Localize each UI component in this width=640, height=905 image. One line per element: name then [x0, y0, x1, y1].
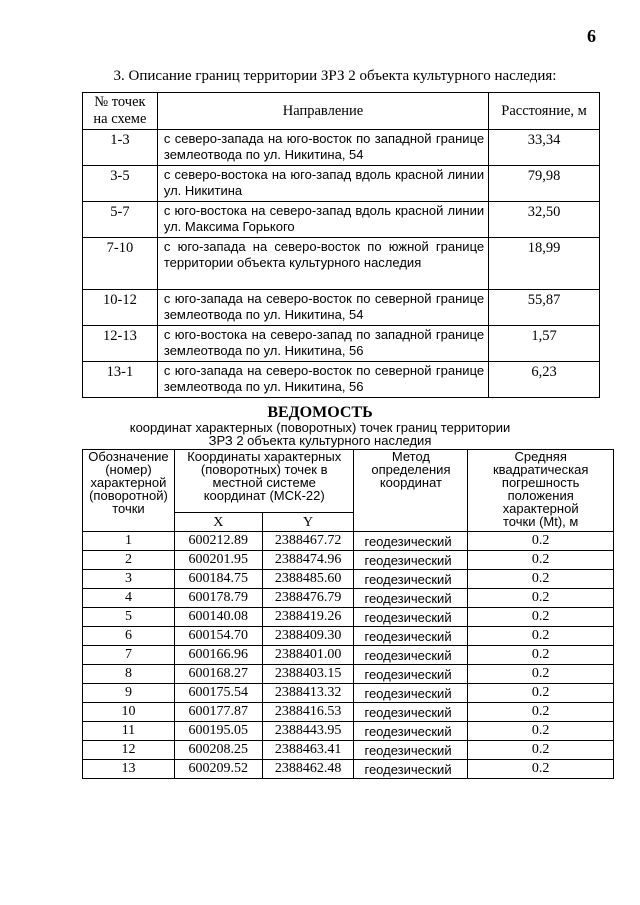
coord-x: 600212.89 [174, 532, 262, 551]
boundary-distance: 6,23 [489, 362, 600, 398]
coords-header-line: координат (МСК-22) [203, 488, 325, 503]
coord-method: геодезический [354, 722, 468, 741]
points-header-line2: на схеме [93, 111, 147, 127]
point-number: 1 [83, 532, 175, 551]
coord-method: геодезический [354, 551, 468, 570]
boundary-row [83, 238, 600, 290]
coordinate-row [83, 760, 614, 779]
vedomost-subtitle-2: ЗРЗ 2 объекта культурного наследия [208, 433, 432, 448]
boundary-direction: с юго-запада на северо-восток по северной границе землеотвода по ул. Никитина, 56 [157, 362, 488, 398]
coordinate-row [83, 703, 614, 722]
coord-y: 2388463.41 [262, 741, 354, 760]
error-header-line: погрешность [501, 475, 580, 490]
coord-x: 600178.79 [174, 589, 262, 608]
coord-x: 600184.75 [174, 570, 262, 589]
coord-method: геодезический [354, 665, 468, 684]
boundary-direction: с северо-запада на юго-восток по западной границе землеотвода по ул. Никитина, 54 [157, 130, 488, 166]
coordinates-header-row [83, 450, 614, 513]
boundary-distance: 1,57 [489, 326, 600, 362]
coordinate-row [83, 722, 614, 741]
error-header-line: характерной [502, 501, 579, 516]
designation-header-line: Обозначение [88, 449, 169, 464]
coord-method: геодезический [354, 589, 468, 608]
coordinate-row [83, 608, 614, 627]
error-header [468, 450, 614, 532]
boundary-points: 12-13 [83, 326, 158, 362]
point-number: 10 [83, 703, 175, 722]
point-number: 9 [83, 684, 175, 703]
coord-error: 0.2 [468, 684, 614, 703]
error-header-line: точки (Mt), м [503, 514, 579, 529]
coordinates-table [82, 449, 614, 779]
boundary-row [83, 326, 600, 362]
method-header [354, 450, 468, 532]
point-number: 5 [83, 608, 175, 627]
designation-header-line: точки [112, 501, 145, 516]
coord-y: 2388409.30 [262, 627, 354, 646]
point-number: 4 [83, 589, 175, 608]
y-header: Y [262, 513, 354, 532]
coord-y: 2388401.00 [262, 646, 354, 665]
x-header: X [174, 513, 262, 532]
coord-x: 600140.08 [174, 608, 262, 627]
coord-y: 2388467.72 [262, 532, 354, 551]
designation-header-line: (поворотной) [89, 488, 168, 503]
designation-header-line: (номер) [105, 462, 152, 477]
error-header-line: Средняя [514, 449, 567, 464]
boundary-row [83, 166, 600, 202]
coord-error: 0.2 [468, 741, 614, 760]
coordinate-row [83, 551, 614, 570]
boundary-distance: 18,99 [489, 238, 600, 290]
point-number: 11 [83, 722, 175, 741]
coord-y: 2388403.15 [262, 665, 354, 684]
boundary-row [83, 290, 600, 326]
coords-header-line: Координаты характерных [187, 449, 342, 464]
coord-error: 0.2 [468, 760, 614, 779]
coord-method: геодезический [354, 760, 468, 779]
vedomost-title: ВЕДОМОСТЬ [267, 404, 373, 421]
boundary-direction: с юго-востока на северо-запад вдоль красной линии ул. Максима Горького [157, 202, 488, 238]
coordinate-row [83, 627, 614, 646]
coordinate-row [83, 646, 614, 665]
coord-error: 0.2 [468, 532, 614, 551]
boundary-row [83, 130, 600, 166]
boundary-distance: 79,98 [489, 166, 600, 202]
coord-error: 0.2 [468, 570, 614, 589]
point-number: 8 [83, 665, 175, 684]
boundary-points: 13-1 [83, 362, 158, 398]
section-title: 3. Описание границ территории ЗРЗ 2 объекта культурного наследия: [113, 68, 557, 84]
boundary-points: 3-5 [83, 166, 158, 202]
coord-error: 0.2 [468, 608, 614, 627]
coord-y: 2388462.48 [262, 760, 354, 779]
coordinate-row [83, 570, 614, 589]
method-header-line: координат [379, 475, 442, 490]
coord-x: 600195.05 [174, 722, 262, 741]
coordinate-row [83, 532, 614, 551]
boundary-distance: 32,50 [489, 202, 600, 238]
coord-error: 0.2 [468, 627, 614, 646]
coord-method: геодезический [354, 532, 468, 551]
vedomost-subtitle-1: координат характерных (поворотных) точек границ территории [129, 420, 511, 435]
coord-y: 2388485.60 [262, 570, 354, 589]
boundary-direction: с северо-востока на юго-запад вдоль красной линии ул. Никитина [157, 166, 488, 202]
coord-method: геодезический [354, 741, 468, 760]
boundary-table-header [83, 93, 600, 130]
boundary-direction: с юго-запада на северо-восток по южной границе территории объекта культурного наследия [157, 238, 488, 290]
boundary-distance: 55,87 [489, 290, 600, 326]
coord-y: 2388476.79 [262, 589, 354, 608]
coord-error: 0.2 [468, 551, 614, 570]
coord-y: 2388419.26 [262, 608, 354, 627]
coord-method: геодезический [354, 608, 468, 627]
coords-header-line: местной системе [212, 475, 316, 490]
point-number: 6 [83, 627, 175, 646]
error-header-line: положения [507, 488, 574, 503]
coordinate-row [83, 741, 614, 760]
boundary-points: 1-3 [83, 130, 158, 166]
coord-method: геодезический [354, 570, 468, 589]
point-number: 12 [83, 741, 175, 760]
point-number: 7 [83, 646, 175, 665]
coord-error: 0.2 [468, 646, 614, 665]
boundary-direction: с юго-запада на северо-восток по северной границе землеотвода по ул. Никитина, 54 [157, 290, 488, 326]
boundary-distance: 33,34 [489, 130, 600, 166]
coord-method: геодезический [354, 646, 468, 665]
coordinate-row [83, 665, 614, 684]
page-number: 6 [587, 26, 596, 46]
method-header-line: Метод [391, 449, 430, 464]
coord-error: 0.2 [468, 665, 614, 684]
designation-header [83, 450, 175, 532]
coord-x: 600168.27 [174, 665, 262, 684]
coord-x: 600208.25 [174, 741, 262, 760]
point-number: 3 [83, 570, 175, 589]
boundary-points: 10-12 [83, 290, 158, 326]
points-header-line1: № точек [94, 94, 146, 110]
coord-error: 0.2 [468, 703, 614, 722]
coordinate-row [83, 589, 614, 608]
coord-method: геодезический [354, 627, 468, 646]
coord-x: 600209.52 [174, 760, 262, 779]
point-number: 2 [83, 551, 175, 570]
boundary-direction: с юго-востока на северо-запад по западной границе землеотвода по ул. Никитина, 56 [157, 326, 488, 362]
coords-header [174, 450, 354, 513]
coord-y: 2388474.96 [262, 551, 354, 570]
points-header [83, 93, 158, 130]
coord-x: 600175.54 [174, 684, 262, 703]
coord-y: 2388416.53 [262, 703, 354, 722]
boundary-table [82, 92, 600, 398]
designation-header-line: характерной [90, 475, 167, 490]
coord-y: 2388443.95 [262, 722, 354, 741]
boundary-points: 7-10 [83, 238, 158, 290]
coord-x: 600201.95 [174, 551, 262, 570]
coord-x: 600177.87 [174, 703, 262, 722]
method-header-line: определения [371, 462, 451, 477]
distance-header: Расстояние, м [489, 93, 600, 130]
coord-y: 2388413.32 [262, 684, 354, 703]
coord-error: 0.2 [468, 589, 614, 608]
boundary-points: 5-7 [83, 202, 158, 238]
coords-header-line: (поворотных) точек в [200, 462, 328, 477]
point-number: 13 [83, 760, 175, 779]
boundary-row [83, 202, 600, 238]
error-header-line: квадратическая [492, 462, 589, 477]
coord-x: 600154.70 [174, 627, 262, 646]
coord-method: геодезический [354, 684, 468, 703]
coord-x: 600166.96 [174, 646, 262, 665]
boundary-row [83, 362, 600, 398]
coord-method: геодезический [354, 703, 468, 722]
coord-error: 0.2 [468, 722, 614, 741]
coordinate-row [83, 684, 614, 703]
direction-header: Направление [157, 93, 488, 130]
